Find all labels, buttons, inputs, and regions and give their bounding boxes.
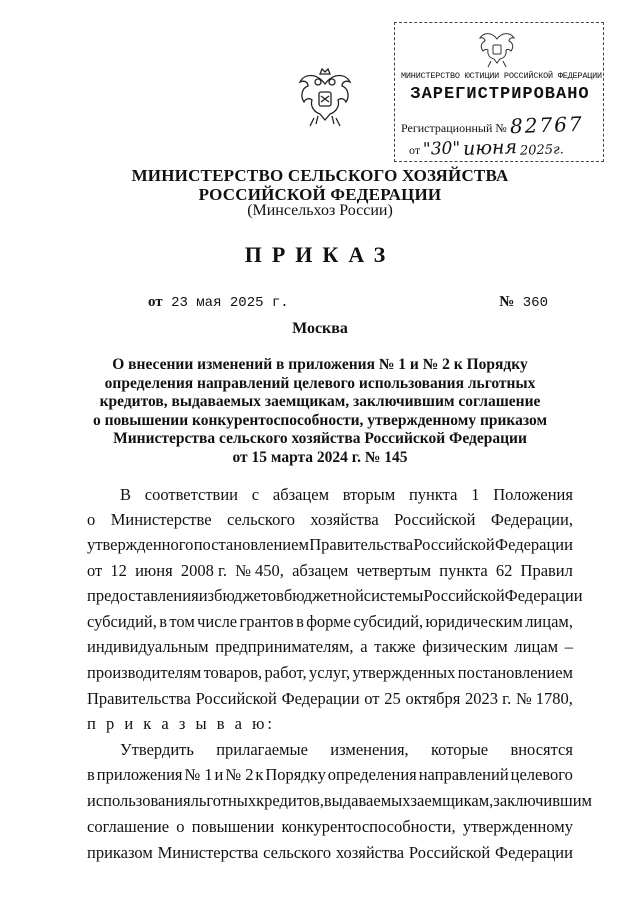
body-word: Федерации, [490, 510, 573, 529]
body-word: октября [405, 689, 461, 708]
body-line [87, 712, 573, 736]
stamp-date-year: 2025г. [520, 142, 565, 159]
body-word: хозяйства [310, 510, 379, 529]
body-word: 12 [110, 561, 127, 580]
body-word: постановлением [193, 535, 309, 554]
body-word: постановлением [457, 663, 573, 682]
body-word: льготных [190, 791, 257, 810]
document-type-title: ПРИКАЗ [244, 242, 396, 267]
body-word: заключившим [493, 791, 592, 810]
body-word: к [255, 765, 264, 784]
body-word: Правительства [309, 535, 414, 554]
body-word: а [360, 637, 368, 656]
subject-line: о повышении конкурентоспособности, утвержденному приказом [92, 411, 548, 429]
stamp-reg-label: Регистрационный № [401, 121, 507, 135]
body-word: юридическим [425, 612, 523, 631]
body-word: 62 [495, 561, 513, 580]
body-word: соглашение [87, 817, 170, 836]
body-word: определения [327, 765, 417, 784]
body-word: бюджетов [214, 586, 284, 605]
body-word: предоставления [87, 586, 199, 605]
body-word: Российской [408, 843, 491, 862]
body-word: субсидий, [87, 612, 157, 631]
body-word: повышении [191, 817, 275, 836]
body-line [87, 584, 583, 608]
body-line [87, 533, 573, 557]
body-word: 1 [471, 485, 480, 504]
body-word: пункта [408, 485, 458, 504]
body-word: предпринимателям, [215, 637, 354, 656]
order-date-value: 23 мая 2025 г. [171, 295, 289, 311]
body-line [87, 610, 573, 634]
ministry-name-line1: МИНИСТЕРСТВО СЕЛЬСКОГО ХОЗЯЙСТВА [131, 166, 509, 185]
body-line [87, 763, 573, 787]
body-word: соответствии [144, 485, 239, 504]
stamp-status: ЗАРЕГИСТРИРОВАНО [410, 85, 590, 104]
body-word: четвертым [356, 561, 432, 580]
subject-line: от 15 марта 2024 г. № 145 [232, 448, 408, 466]
body-word: сельского [226, 510, 295, 529]
body-word: товаров, [203, 663, 263, 682]
body-word: Правительства [87, 689, 191, 708]
body-word: форме [306, 612, 351, 631]
body-word: – [564, 637, 573, 656]
body-word: с [251, 485, 260, 504]
body-word: Порядку [265, 765, 326, 784]
body-word: Правил [520, 561, 573, 580]
body-word: Министерства [157, 843, 259, 862]
body-word: Федерации [281, 689, 360, 708]
order-date-prefix: от [148, 294, 163, 310]
body-word: приказом [87, 843, 153, 862]
body-word: изменения, [330, 740, 409, 759]
body-word: направлений [418, 765, 509, 784]
stamp-ministry-text: МИНИСТЕРСТВО ЮСТИЦИИ РОССИЙСКОЙ ФЕДЕРАЦИИ [401, 71, 602, 81]
body-word: Утвердить [120, 740, 194, 759]
body-word: вносятся [510, 740, 573, 759]
body-word: которые [431, 740, 489, 759]
subject-line: О внесении изменений в приложения № 1 и № 2 к Порядку [112, 356, 528, 373]
stamp-emblem-icon [477, 27, 517, 69]
ministry-name-line2: РОССИЙСКОЙ ФЕДЕРАЦИИ [198, 185, 442, 204]
body-word: сельского [263, 843, 332, 862]
subject-line: Министерства сельского хозяйства Российской Федерации [113, 430, 527, 447]
body-word: Российской [423, 586, 505, 605]
body-word: в [296, 612, 304, 631]
order-date-number-row [148, 294, 548, 314]
body-word: использования [87, 791, 191, 810]
body-word: абзацем [292, 561, 349, 580]
order-subject [80, 356, 560, 467]
body-word: том [169, 612, 195, 631]
body-word: индивидуальным [87, 637, 209, 656]
stamp-date-prefix: от [409, 143, 421, 157]
body-word: в [159, 612, 168, 631]
body-line [87, 841, 573, 865]
body-line [87, 687, 573, 711]
stamp-date-month: июня [463, 136, 518, 160]
body-word: Российской [413, 535, 495, 554]
body-word: выдаваемых [323, 791, 411, 810]
body-word: лицам [514, 637, 559, 656]
stamp-date [409, 137, 564, 159]
order-number [499, 294, 548, 311]
body-word: Федерации [504, 586, 583, 605]
body-line [120, 738, 573, 762]
body-word: 2008 г. [180, 561, 228, 580]
body-word: из [198, 586, 215, 605]
body-word: утвержденного [87, 535, 194, 554]
body-word: услуг, [309, 663, 351, 682]
body-word: абзацем [272, 485, 330, 504]
body-word: утвержденному [462, 817, 573, 836]
body-word: грантов [239, 612, 294, 631]
body-line [87, 559, 573, 583]
body-word: физическим [422, 637, 508, 656]
body-word: В [120, 485, 132, 504]
body-word: Федерации [495, 535, 573, 554]
body-word: Российской [394, 510, 476, 529]
body-word: от [87, 561, 103, 580]
body-word: № 1780, [515, 689, 573, 708]
body-word: работ, [264, 663, 307, 682]
body-word: о [87, 510, 96, 529]
city: Москва [292, 320, 348, 337]
body-word: от [364, 689, 380, 708]
body-word: о [176, 817, 185, 836]
body-line [120, 483, 573, 507]
body-word: и [214, 765, 224, 784]
order-date [148, 294, 289, 311]
body-line [87, 508, 573, 532]
body-word: в [87, 765, 95, 784]
body-word: Министерстве [110, 510, 212, 529]
body-word: вторым [342, 485, 396, 504]
body-word: системы [363, 586, 424, 605]
subject-line: кредитов, выдаваемых заемщикам, заключившим соглашение [99, 393, 541, 410]
body-word: производителям [87, 663, 202, 682]
body-word: приложения [96, 765, 183, 784]
body-word: Российской [195, 689, 277, 708]
stamp-date-day: "30" [422, 138, 461, 160]
ministry-short-name: (Минсельхоз России) [247, 202, 393, 219]
body-word: № 450, [235, 561, 284, 580]
body-line [87, 815, 573, 839]
body-word: целевого [510, 765, 573, 784]
body-word: п р и к а з ы в а ю: [87, 714, 276, 733]
registration-stamp [394, 22, 604, 162]
body-word: бюджетной [283, 586, 364, 605]
body-word: № 1 [184, 765, 213, 784]
body-word: Федерации [495, 843, 573, 862]
order-number-value: 360 [522, 295, 548, 311]
body-line [87, 789, 592, 813]
body-line [87, 661, 573, 685]
body-word: числе [197, 612, 238, 631]
body-word: утвержденных [352, 663, 456, 682]
body-word: 2023 г. [465, 689, 512, 708]
body-word: № 2 [225, 765, 254, 784]
body-word: пункта [439, 561, 488, 580]
body-word: хозяйства [335, 843, 405, 862]
order-number-sign: № [499, 294, 515, 310]
body-word: лицам, [525, 612, 573, 631]
body-word: субсидий, [353, 612, 424, 631]
coat-of-arms-emblem [296, 66, 354, 130]
body-word: июня [135, 561, 173, 580]
body-word: Положения [493, 485, 573, 504]
body-line [87, 635, 573, 659]
body-word: конкурентоспособности, [281, 817, 456, 836]
body-word: также [374, 637, 416, 656]
stamp-registration-number [401, 113, 583, 137]
subject-line: определения направлений целевого использования льготных [104, 374, 536, 392]
body-word: прилагаемые [216, 740, 308, 759]
body-word: заемщикам, [410, 791, 494, 810]
body-word: 25 [384, 689, 401, 708]
stamp-reg-number: 82767 [509, 111, 584, 139]
body-word: кредитов, [256, 791, 324, 810]
